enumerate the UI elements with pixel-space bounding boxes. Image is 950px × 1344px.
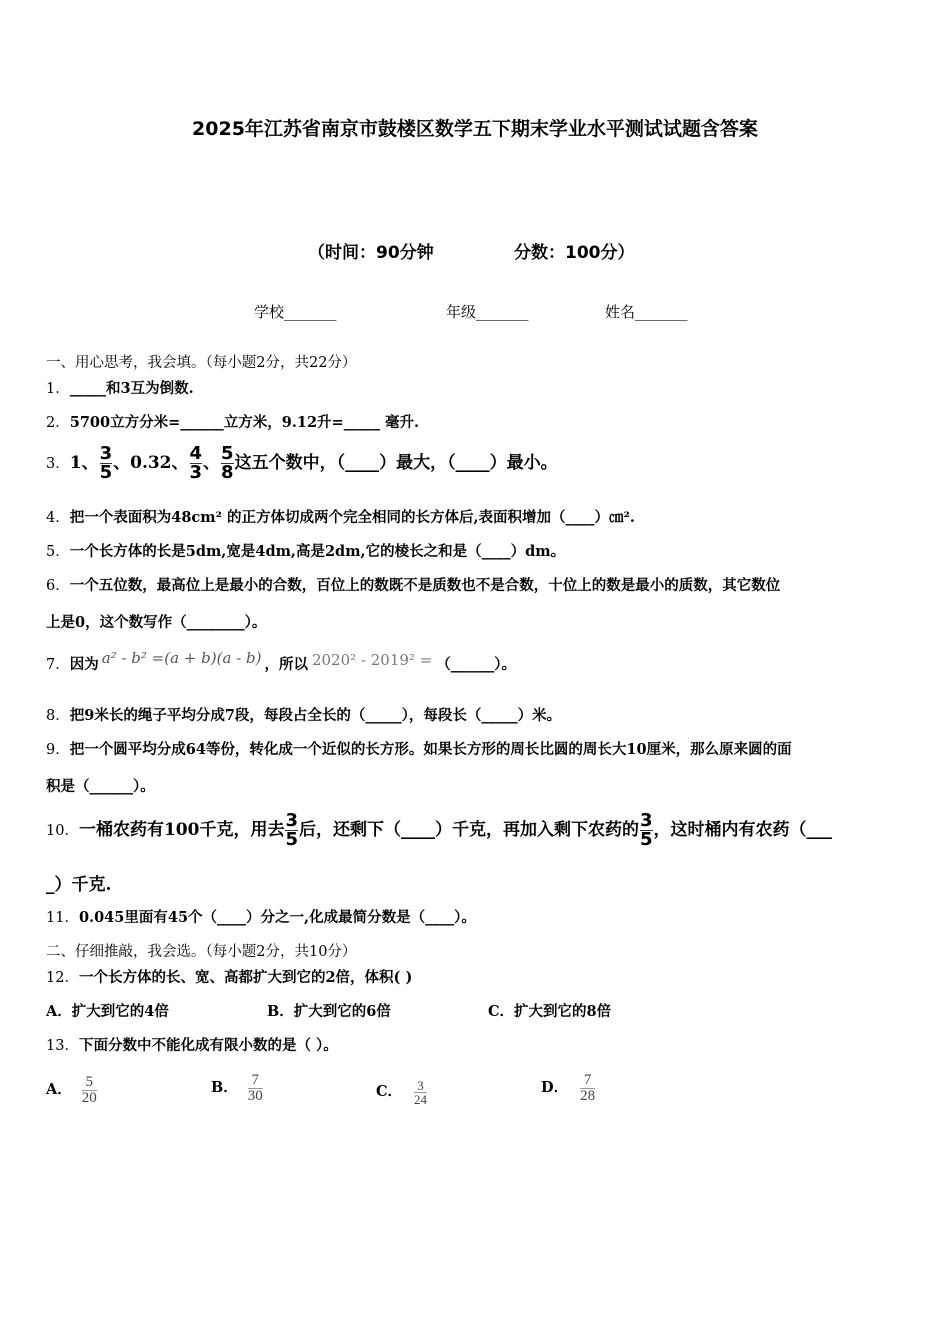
- question-number: 7．: [46, 657, 70, 673]
- name-field: 姓名_______: [605, 303, 688, 321]
- question-1: [46, 377, 194, 398]
- numerator: 3: [417, 1077, 424, 1093]
- question-8: [46, 704, 561, 725]
- numerator: 3: [285, 810, 298, 831]
- question-10-line-2: _）千克.: [46, 875, 112, 895]
- denominator: 5: [639, 829, 653, 850]
- exam-time: （时间：90分钟: [308, 243, 434, 263]
- option-label: D．: [541, 1079, 569, 1096]
- numerator: 5: [221, 443, 234, 464]
- denominator: 5: [285, 829, 298, 850]
- numerator: 7: [583, 1071, 592, 1088]
- question-13: [46, 1034, 338, 1055]
- numerator: 5: [85, 1073, 94, 1090]
- denominator: 30: [247, 1087, 263, 1104]
- page-title: 2025年江苏省南京市鼓楼区数学五下期末学业水平测试试题含答案: [192, 118, 758, 140]
- question-text: 1、: [69, 453, 99, 473]
- denominator: 3: [189, 462, 203, 483]
- question-10: [46, 806, 832, 855]
- question-number: 2．: [46, 415, 70, 431]
- denominator: 8: [221, 462, 234, 483]
- question-6-line-2: 上是0，这个数写作（________）。: [46, 614, 267, 631]
- denominator: 5: [99, 462, 113, 483]
- numerator: 7: [251, 1071, 260, 1088]
- question-text: 一个长方体的长是5dm,宽是4dm,高是2dm,它的棱长之和是（____）dm。: [69, 543, 566, 560]
- question-text: 、0.32、: [113, 453, 189, 473]
- fraction-3-5: [640, 812, 653, 849]
- formula-expression: 2020² - 2019² =: [311, 651, 433, 669]
- question-number: 11．: [46, 910, 79, 926]
- numerator: 4: [189, 443, 203, 464]
- question-text: 后，还剩下（____）千克，再加入剩下农药的: [298, 820, 639, 840]
- section-1-heading: 一、用心思考，我会填。（每小题2分，共22分）: [46, 355, 357, 371]
- fraction-3-24: [414, 1079, 427, 1106]
- question-number: 13．: [46, 1038, 79, 1054]
- question-text: 因为: [69, 656, 99, 673]
- denominator: 28: [580, 1087, 596, 1104]
- question-number: 8．: [46, 708, 70, 724]
- question-number: 10．: [46, 823, 79, 839]
- question-number: 6．: [46, 578, 70, 594]
- option-b[interactable]: [211, 1066, 264, 1110]
- question-text: 一个长方体的长、宽、高都扩大到它的2倍，体积( ): [78, 969, 413, 986]
- option-label: C．: [376, 1083, 403, 1100]
- option-c[interactable]: C．扩大到它的8倍: [488, 1003, 612, 1020]
- question-text: 一个五位数，最高位上是最小的合数，百位上的数既不是质数也不是合数，十位上的数是最小的质数，其它数位: [69, 577, 781, 594]
- question-text: 把一个表面积为48cm² 的正方体切成两个完全相同的长方体后,表面积增加（____）㎝².: [69, 509, 635, 526]
- question-12: [46, 966, 412, 987]
- question-number: 5．: [46, 544, 70, 560]
- question-3: [46, 440, 558, 487]
- question-text: 0.045里面有45个（____）分之一,化成最简分数是（____）。: [78, 909, 476, 926]
- fraction-3-5: [285, 812, 298, 849]
- question-text: 把一个圆平均分成64等份，转化成一个近似的长方形。如果长方形的周长比圆的周长大10厘米，那么原来圆的面: [69, 741, 792, 758]
- question-2: [46, 411, 419, 432]
- fraction-5-20: [82, 1075, 97, 1106]
- question-number: 12．: [46, 970, 79, 986]
- exam-score: 分数：100分）: [514, 243, 635, 263]
- question-5: [46, 540, 565, 561]
- question-text: 5700立方分米=______立方米，9.12升=_____ 毫升.: [69, 414, 420, 431]
- question-text: ，所以: [264, 656, 308, 673]
- fraction-7-28: [580, 1073, 595, 1104]
- question-11: [46, 906, 476, 927]
- question-number: 4．: [46, 510, 70, 526]
- question-text: ，这时桶内有农药（___: [653, 820, 833, 840]
- fraction-5-8: [221, 445, 234, 482]
- option-a[interactable]: A．扩大到它的4倍: [46, 1003, 169, 1020]
- question-text: （______）。: [436, 656, 517, 673]
- question-text: 把9米长的绳子平均分成7段，每段占全长的（_____），每段长（_____）米。: [69, 707, 562, 724]
- question-7: [46, 648, 516, 681]
- school-field: 学校_______: [254, 303, 337, 321]
- denominator: 24: [414, 1091, 428, 1107]
- question-9-line-2: 积是（______）。: [46, 778, 155, 795]
- option-c[interactable]: [376, 1070, 428, 1114]
- question-text: 一桶农药有100千克，用去: [78, 820, 285, 840]
- grade-field: 年级_______: [446, 303, 529, 321]
- denominator: 20: [81, 1089, 97, 1106]
- question-number: 1．: [46, 381, 70, 397]
- option-d[interactable]: [541, 1066, 596, 1110]
- section-2-heading: 二、仔细推敲，我会选。（每小题2分，共10分）: [46, 944, 357, 960]
- question-text: _____和3互为倒数.: [69, 380, 194, 397]
- question-6: [46, 574, 780, 595]
- fraction-7-30: [248, 1073, 263, 1104]
- question-number: 9．: [46, 742, 70, 758]
- numerator: 3: [639, 810, 653, 831]
- formula-difference-of-squares: a² - b² =(a + b)(a - b): [101, 649, 262, 667]
- question-4: [46, 506, 635, 527]
- question-text: 这五个数中，（____）最大，（____）最小。: [234, 453, 558, 473]
- option-label: B．: [211, 1079, 238, 1096]
- question-text: 、: [203, 453, 221, 473]
- question-number: 3．: [46, 456, 70, 472]
- option-b[interactable]: B．扩大到它的6倍: [267, 1003, 391, 1020]
- fraction-4-3: [190, 445, 203, 482]
- question-9: [46, 738, 792, 759]
- option-label: A．: [46, 1081, 72, 1098]
- question-text: 下面分数中不能化成有限小数的是（ ）。: [78, 1037, 338, 1054]
- fraction-3-5: [100, 445, 113, 482]
- numerator: 3: [99, 443, 113, 464]
- option-a[interactable]: [46, 1068, 98, 1112]
